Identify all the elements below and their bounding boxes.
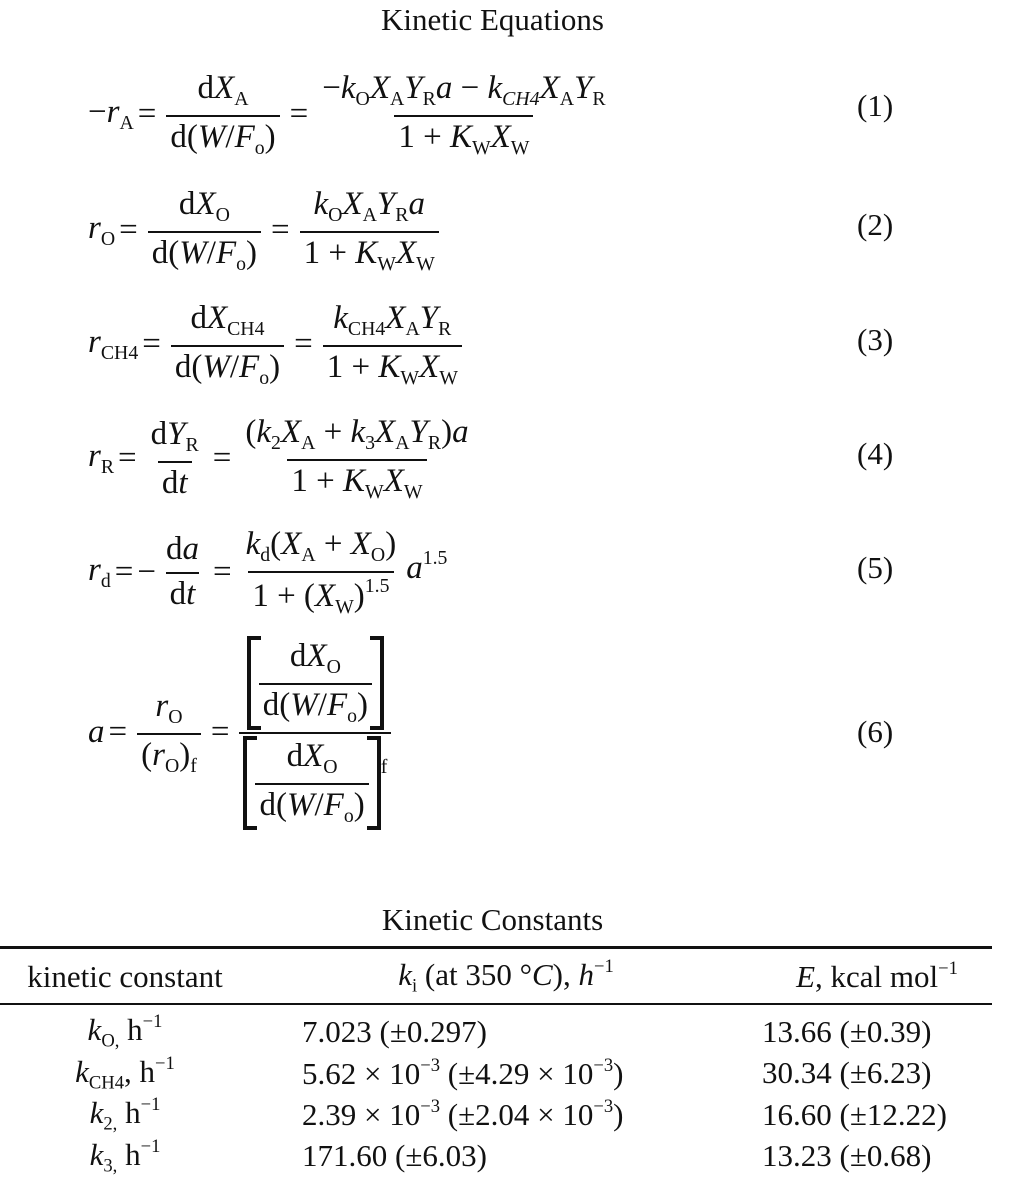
- cell: 171.60 (±6.03): [302, 1138, 487, 1174]
- cell: 13.66 (±0.39): [762, 1013, 932, 1049]
- equation-2: $r_O$ = $\frac{dX_O}{d(W/F_o)}$ = $\frac{k_OX_AY_Ra}{1 + K_WX_W}$: [88, 186, 445, 276]
- cell: 13.23 (±0.68): [762, 1138, 932, 1174]
- denominator: $d(W/F_o)$: [259, 683, 372, 728]
- equation-number: (1): [857, 88, 894, 123]
- bracket: [243, 736, 380, 830]
- numerator: $-k_OX_AY_Ra - k_{CH4}X_AY_R$: [322, 70, 606, 110]
- numerator: $(k_2X_A + k_3X_AY_R)a$: [245, 414, 469, 454]
- eq-lhs: $r_{CH4}$: [88, 324, 139, 365]
- equation-number: (3): [857, 322, 894, 357]
- fraction: [171, 300, 284, 390]
- eq-lhs: $r_d$: [88, 551, 111, 592]
- table-row: [0, 1053, 992, 1095]
- equation-number: (5): [857, 550, 894, 585]
- numerator: $dY_R$: [150, 415, 199, 456]
- numerator: da: [165, 531, 199, 568]
- denominator: $1 + (X_W)^{1.5}$: [248, 571, 393, 619]
- fraction: [147, 416, 203, 502]
- equations-title: Kinetic Equations: [381, 2, 604, 37]
- fraction: [242, 526, 401, 619]
- kinetic-constants-table: [0, 955, 992, 1177]
- equation-number: (6): [857, 714, 894, 749]
- denominator: dt: [166, 572, 200, 613]
- denominator: $d(W/F_o)$: [148, 231, 261, 276]
- eq-lhs: $-r_A$: [88, 94, 134, 135]
- equation-3: $r_{CH4}$ = $\frac{dX_{CH4}}{d(W/F_o)}$ = $\frac{k_{CH4}X_AY_R}{1 + K_WX_W}$: [88, 300, 468, 390]
- cell: $k_{O,}$ $h^{-1}$: [87, 1011, 163, 1052]
- numerator: $k_d(X_A + X_O)$: [245, 526, 397, 566]
- cell: 16.60 (±12.22): [762, 1096, 947, 1132]
- denominator: $d(W/F_o)$: [166, 115, 279, 160]
- cell: $2.39 \times 10^{-3}$ $(\pm 2.04 \times 10^{-3})$: [302, 1096, 624, 1133]
- denominator: $1 + K_WX_W$: [394, 115, 533, 160]
- table-row: [0, 1094, 992, 1136]
- numerator: $r_O$: [155, 687, 183, 728]
- cell: 7.023 (±0.297): [302, 1013, 487, 1049]
- equation-4: $r_R$ = $\frac{dY_R}{dt}$ = $\frac{(k_2X_A + k_3X_AY_R)a}{1 + K_WX_W}$: [88, 414, 479, 504]
- numerator: $dX_{CH4}$: [190, 300, 265, 340]
- cell: 30.34 (±6.23): [762, 1055, 932, 1091]
- column-header: $k_i$ (at 350 °C), $h^{-1}$: [398, 956, 614, 997]
- fraction: [137, 688, 201, 778]
- fraction: [300, 186, 439, 276]
- numerator: $dX_A$: [197, 70, 249, 110]
- fraction: [148, 186, 261, 276]
- equation-5: $r_d$ = − $\frac{da}{dt}$ = $\frac{k_d(X_A + X_O)}{1 + (X_W)^{1.5}}$ $a^{1.5}$: [88, 526, 448, 618]
- denominator: dt: [158, 461, 192, 502]
- column-header: kinetic constant: [27, 959, 223, 994]
- numerator: $k_OX_AY_Ra$: [313, 186, 425, 226]
- table-row: [0, 1136, 992, 1177]
- denominator: $(r_O)_f$: [137, 733, 201, 778]
- eq-lhs: $r_R$: [88, 438, 115, 479]
- cell: $k_{CH4}$, $h^{-1}$: [75, 1052, 175, 1094]
- eq-lhs: $r_O$: [88, 210, 116, 251]
- cell: $5.62 \times 10^{-3}$ $(\pm 4.29 \times 10^{-3})$: [302, 1054, 624, 1091]
- denominator: $1 + K_WX_W$: [300, 231, 439, 276]
- minus-sign: −: [137, 553, 156, 590]
- bracket: [247, 636, 384, 730]
- fraction: [239, 636, 391, 830]
- cell: $k_{3,}$ $h^{-1}$: [89, 1135, 161, 1177]
- denominator: $1 + K_WX_W$: [323, 345, 462, 390]
- denominator: $d(W/F_o)$: [171, 345, 284, 390]
- numerator: $k_{CH4}X_AY_R$: [333, 300, 452, 340]
- equation-1: $-r_A$ = $\frac{dX_A}{d(W/F_o)}$ = $\frac{-k_OX_AY_Ra - k_{CH4}X_AY_R}{1 + K_WX_W}$: [88, 70, 616, 160]
- numerator: $dX_O$: [289, 638, 341, 678]
- eq-lhs: a: [88, 714, 105, 751]
- denominator: $1 + K_WX_W$: [287, 459, 426, 504]
- equation-6: a = $\frac{r_O}{(r_O)_f}$ = $\frac{dX_O}{d(W/F_o)}$ $\frac{dX_O}{d(W/F_o)}$ $_f$: [88, 636, 397, 830]
- activity-term: $a^{1.5}$: [406, 547, 448, 587]
- denominator: $d(W/F_o)$: [255, 783, 368, 828]
- fraction: [318, 70, 609, 160]
- equation-number: (4): [857, 436, 894, 471]
- equation-number: (2): [857, 207, 894, 242]
- numerator: $dX_O$: [286, 737, 338, 778]
- numerator: $dX_O$: [178, 186, 230, 226]
- fraction: [166, 70, 279, 160]
- table-title: Kinetic Constants: [381, 902, 604, 937]
- table-header-row: [0, 955, 992, 999]
- column-header: E, kcal mol$^{-1}$: [796, 958, 958, 995]
- fraction: [162, 531, 203, 613]
- table-top-rule: [0, 946, 992, 949]
- bracket-subscript: f: [380, 755, 388, 778]
- fraction: [241, 414, 472, 504]
- cell: $k_{2,}$ $h^{-1}$: [89, 1094, 161, 1135]
- fraction: [323, 300, 462, 390]
- table-row: [0, 1011, 992, 1053]
